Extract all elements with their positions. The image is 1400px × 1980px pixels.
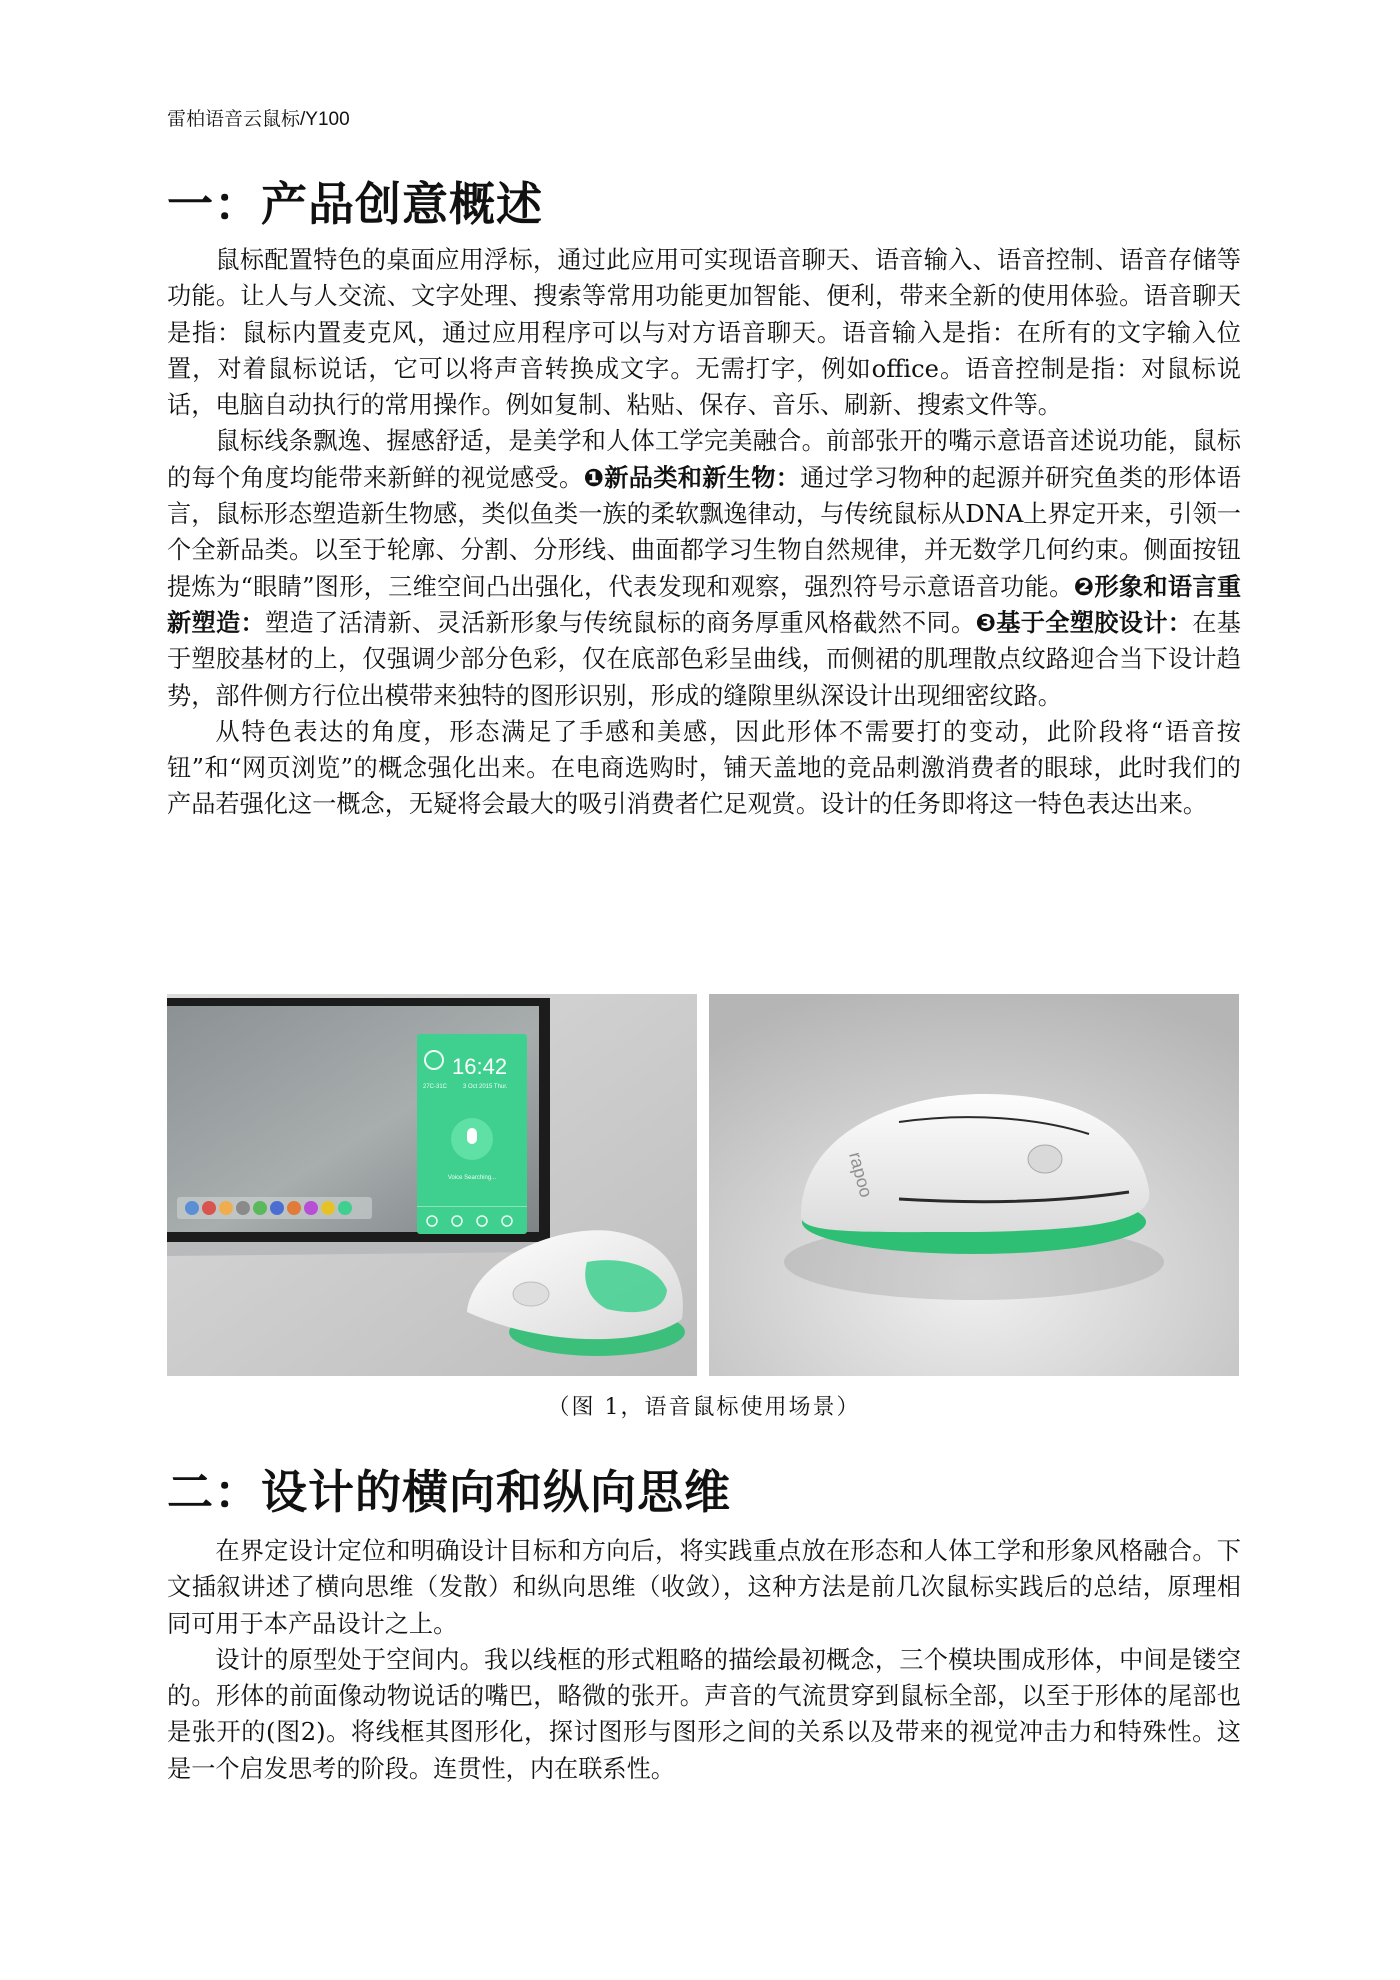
- section-1-heading: 一：产品创意概述: [167, 177, 543, 231]
- section-1-body: [167, 242, 1241, 823]
- widget-date: 3 Oct 2015 Thur.: [463, 1084, 508, 1090]
- figure-1-caption: （图 1，语音鼠标使用场景）: [547, 1395, 861, 1420]
- paragraph: 从特色表达的角度，形态满足了手感和美感，因此形体不需要打的变动，此阶段将“语音按钮”和“网页浏览”的概念强化出来。在电商选购时，铺天盖地的竞品刺激消费者的眼球，此时我们的产品若强化这一概念，无疑将会最大的吸引消费者伫足观赏。设计的任务即将这一特色表达出来。: [167, 717, 1241, 819]
- paragraph: 鼠标配置特色的桌面应用浮标，通过此应用可实现语音聊天、语音输入、语音控制、语音存储等功能。让人与人交流、文字处理、搜索等常用功能更加智能、便利，带来全新的使用体验。语音聊天是指：鼠标内置麦克风，通过应用程序可以与对方语音聊天。语音输入是指：在所有的文字输入位置，对着鼠标说话，它可以将声音转换成文字。无需打字，例如office。语音控制是指：对鼠标说话，电脑自动执行的常用操作。例如复制、粘贴、保存、音乐、刷新、搜索文件等。: [167, 246, 1241, 420]
- paragraph: 设计的原型处于空间内。我以线框的形式粗略的描绘最初概念，三个模块围成形体，中间是镂空的。形体的前面像动物说话的嘴巴，略微的张开。声音的气流贯穿到鼠标全部，以至于形体的尾部也是张开的(图2)。将线框其图形化，探讨图形与图形之间的关系以及带来的视觉冲击力和特殊性。这是一个启发思考的阶段。连贯性，内在联系性。: [167, 1645, 1241, 1783]
- running-header: 雷柏语音云鼠标/Y100: [167, 109, 350, 130]
- brand-logo: rapoo: [845, 1149, 877, 1200]
- widget-temp: 27C-31C: [423, 1084, 448, 1090]
- figure-1-right-image: [709, 994, 1239, 1376]
- section-2-heading: 二：设计的横向和纵向思维: [167, 1465, 731, 1519]
- section-2-body: [167, 1533, 1241, 1787]
- widget-time: 16:42: [452, 1054, 508, 1079]
- widget-status: Voice Searching...: [447, 1175, 497, 1181]
- figure-1-left-image: [167, 994, 697, 1376]
- bold-lead: ❷形象和语言重新塑造：: [167, 572, 1242, 637]
- paragraph: 在界定设计定位和明确设计目标和方向后，将实践重点放在形态和人体工学和形象风格融合。下文插叙讲述了横向思维（发散）和纵向思维（收敛），这种方法是前几次鼠标实践后的总结，原理相同可用于本产品设计之上。: [167, 1537, 1241, 1638]
- microphone-icon: [467, 1128, 477, 1144]
- paragraph-text: 鼠标线条飘逸、握感舒适，是美学和人体工学完美融合。前部张开的嘴示意语音述说功能，鼠标的每个角度均能带来新鲜的视觉感受。: [167, 427, 1241, 492]
- paragraph-text: 塑造了活清新、灵活新形象与传统鼠标的商务厚重风格截然不同。: [265, 608, 976, 637]
- paragraph-text: 通过学习物种的起源并研究鱼类的形体语言，鼠标形态塑造新生物感，类似鱼类一族的柔软飘逸律动，与传统鼠标从DNA上界定开来，引领一个全新品类。以至于轮廓、分割、分形线、曲面都学习生物自然规律，并无数学几何约束。侧面按钮提炼为“眼睛”图形，三维空间凸出强化，代表发现和观察，强烈符号示意语音功能。: [167, 463, 1241, 601]
- paragraph: [167, 423, 1241, 713]
- paragraph-text: 在基于塑胶基材的上，仅强调少部分色彩，仅在底部色彩呈曲线，而侧裙的肌理散点纹路迎合当下设计趋势，部件侧方行位出模带来独特的图形识别，形成的缝隙里纵深设计出现细密纹路。: [167, 608, 1241, 710]
- bold-lead: ❸基于全塑胶设计：: [975, 608, 1193, 637]
- bold-lead: ❶新品类和新生物：: [583, 463, 801, 492]
